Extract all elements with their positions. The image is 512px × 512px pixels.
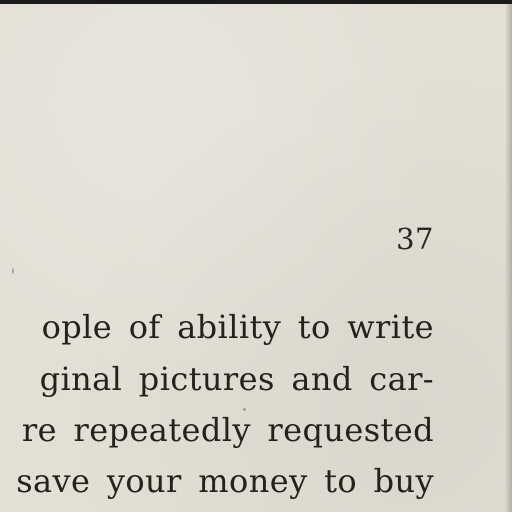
paper-speck	[12, 268, 14, 274]
text-line: ginal pictures and car-	[39, 360, 434, 398]
text-line: save your money to buy	[16, 462, 434, 500]
text-line: ople of ability to write	[41, 308, 434, 346]
page-right-shadow	[505, 0, 512, 512]
text-line: re repeatedly requested	[21, 411, 434, 449]
page-top-edge	[0, 0, 512, 4]
page-number: 37	[396, 222, 434, 256]
